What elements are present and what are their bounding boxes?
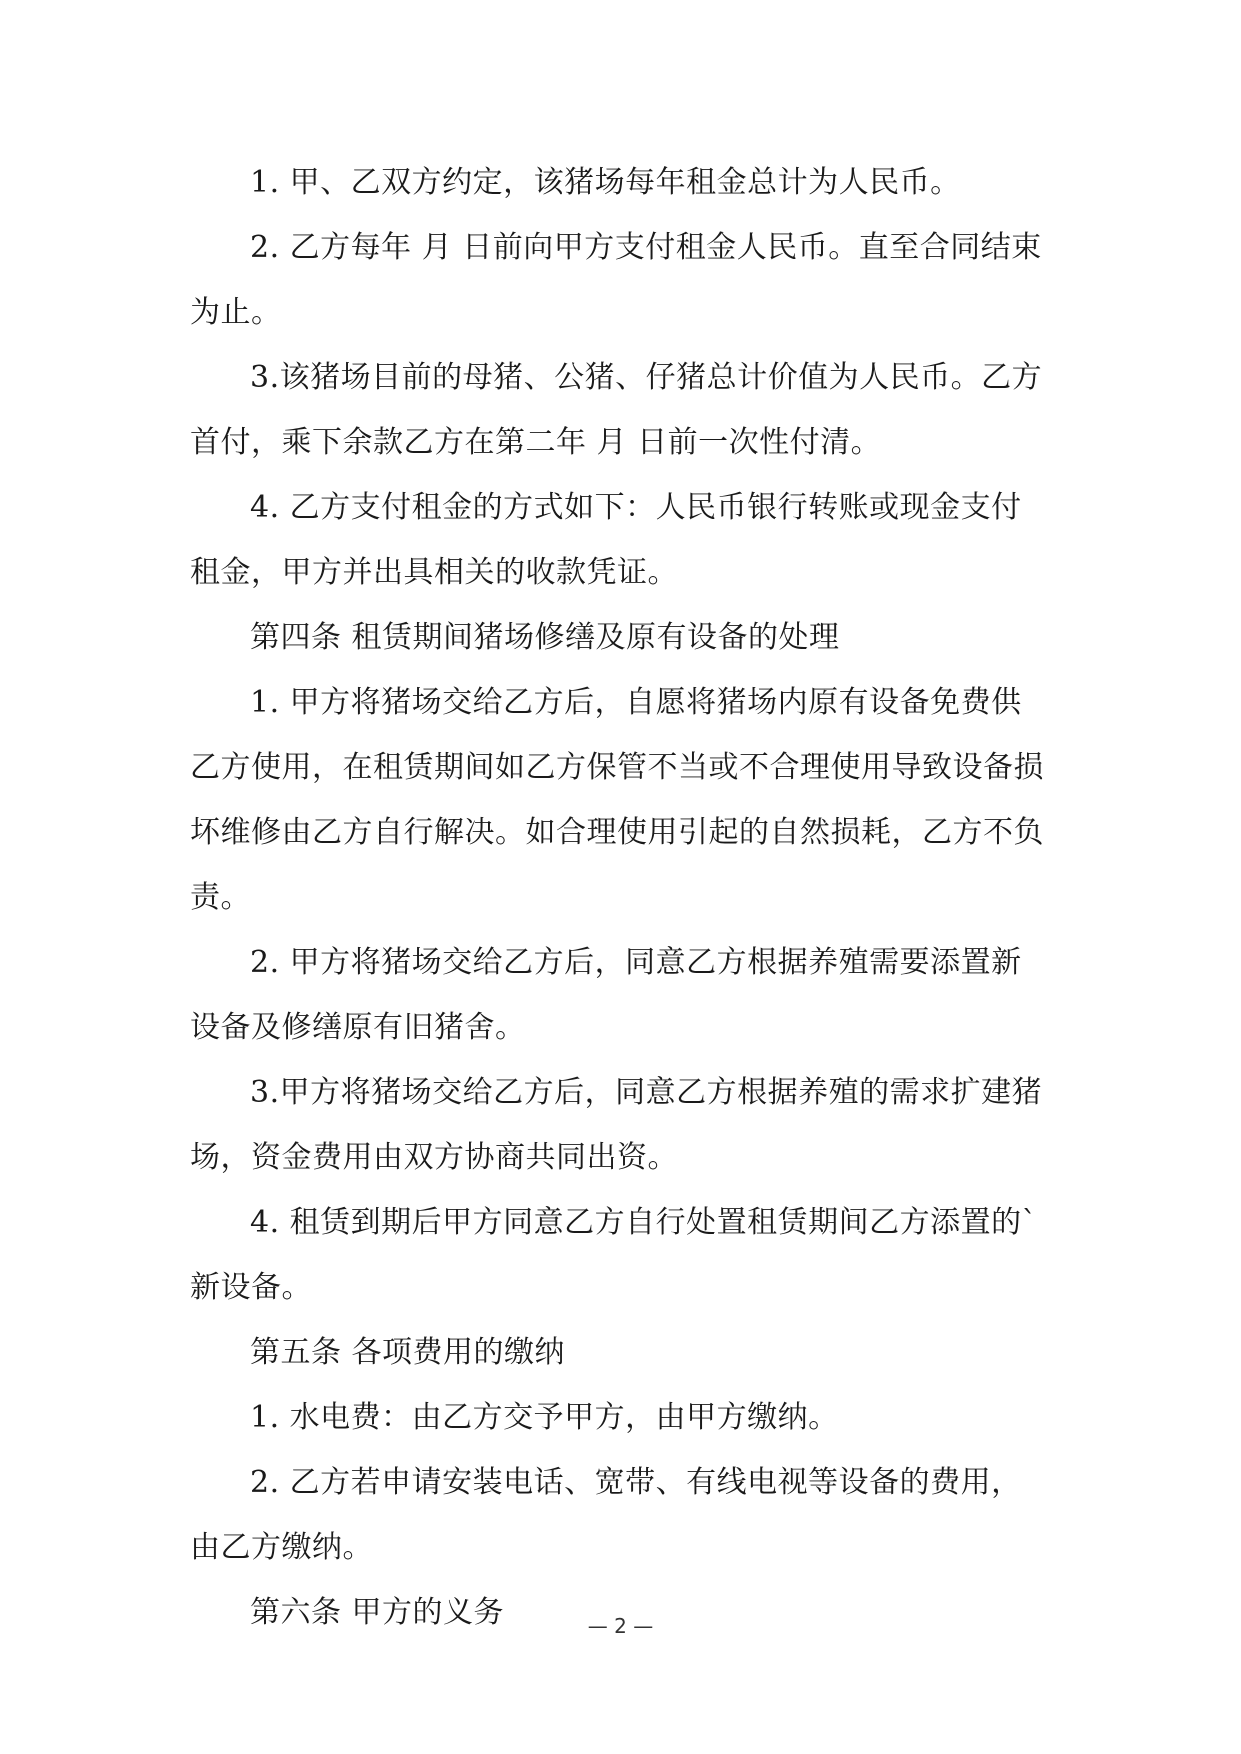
paragraph: 4. 租赁到期后甲方同意乙方自行处置租赁期间乙方添置的`新设备。	[190, 1205, 1038, 1305]
section-heading: 第四条 租赁期间猪场修缮及原有设备的处理	[250, 620, 840, 655]
document-body	[190, 150, 1050, 1645]
page-number: — 2 —	[587, 1614, 654, 1638]
paragraph: 1. 水电费：由乙方交予甲方，由甲方缴纳。	[250, 1400, 839, 1435]
section-heading: 第五条 各项费用的缴纳	[250, 1335, 566, 1370]
paragraph: 2. 乙方每年 月 日前向甲方支付租金人民币。直至合同结束为止。	[190, 230, 1042, 330]
paragraph: 3.甲方将猪场交给乙方后，同意乙方根据养殖的需求扩建猪场，资金费用由双方协商共同出资。	[190, 1075, 1043, 1175]
paragraph: 1. 甲、乙双方约定，该猪场每年租金总计为人民币。	[250, 165, 961, 200]
section-heading: 第六条 甲方的义务	[250, 1595, 505, 1630]
paragraph: 2. 乙方若申请安装电话、宽带、有线电视等设备的费用，由乙方缴纳。	[190, 1465, 1022, 1565]
paragraph: 3.该猪场目前的母猪、公猪、仔猪总计价值为人民币。乙方首付，乘下余款乙方在第二年 月 日前一次性付清。	[190, 360, 1043, 460]
paragraph: 1. 甲方将猪场交给乙方后，自愿将猪场内原有设备免费供乙方使用，在租赁期间如乙方保管不当或不合理使用导致设备损坏维修由乙方自行解决。如合理使用引起的自然损耗，乙方不负责。	[190, 685, 1044, 915]
paragraph: 4. 乙方支付租金的方式如下：人民币银行转账或现金支付租金，甲方并出具相关的收款凭证。	[190, 490, 1022, 590]
paragraph: 2. 甲方将猪场交给乙方后，同意乙方根据养殖需要添置新设备及修缮原有旧猪舍。	[190, 945, 1022, 1045]
